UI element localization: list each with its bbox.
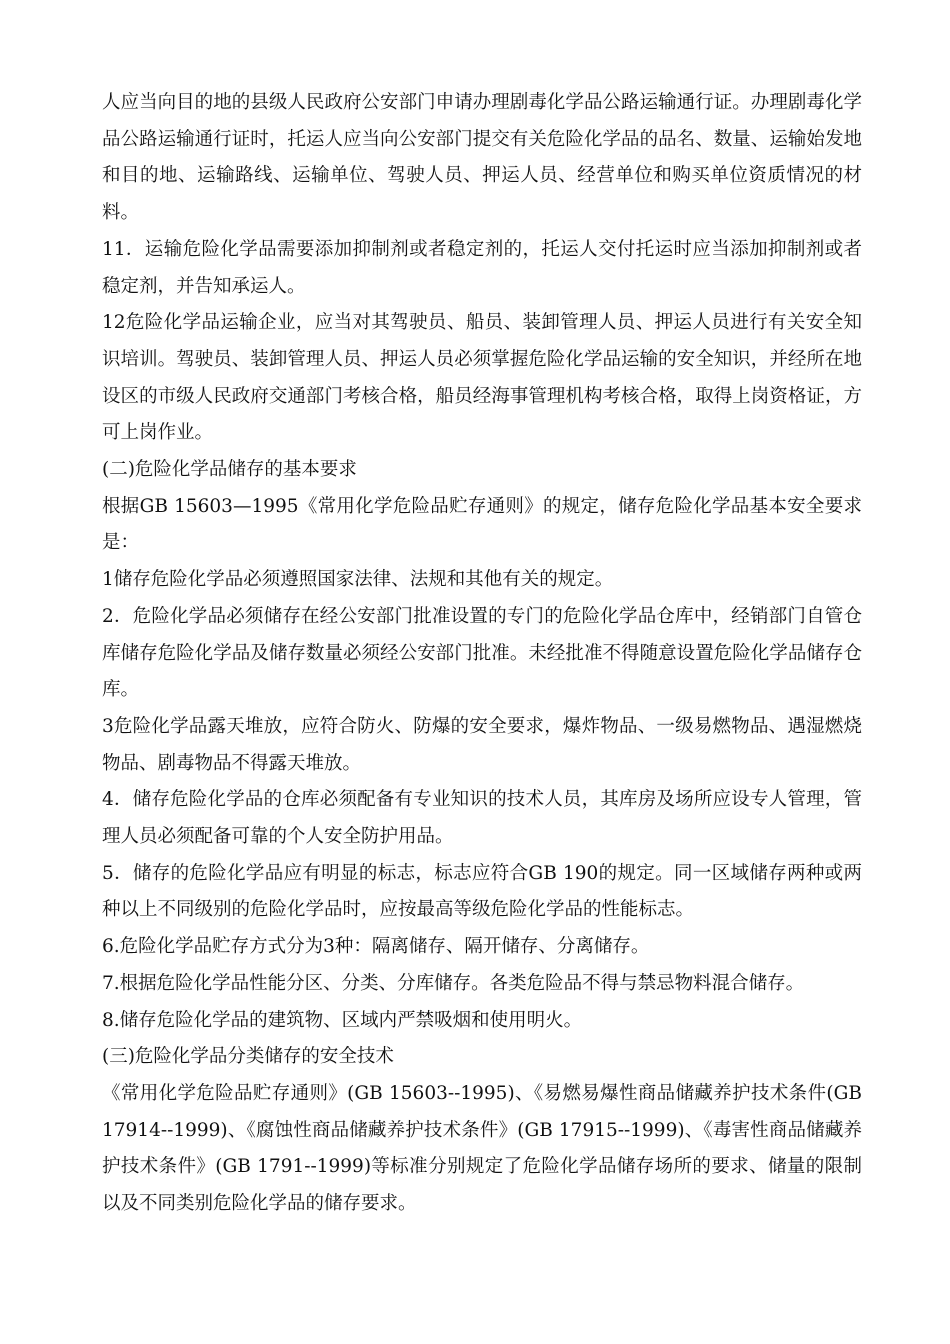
paragraph-item-11: 11．运输危险化学品需要添加抑制剂或者稳定剂的，托运人交付托运时应当添加抑制剂或者稳定剂，并告知承运人。 (102, 238, 862, 297)
paragraph-storage-item-6: 6.危险化学品贮存方式分为3种：隔离储存、隔开储存、分离储存。 (102, 936, 650, 958)
paragraph-storage-item-8: 8.储存危险化学品的建筑物、区域内严禁吸烟和使用明火。 (102, 1009, 583, 1031)
paragraph-standards: 《常用化学危险品贮存通则》(GB 15603--1995)、《易燃易爆性商品储藏养护技术条件(GB 17914--1999)、《腐蚀性商品储藏养护技术条件》(GB 17915--1999)、《毒害性商品储藏养护技术条件》(GB 1791--1999)等标准分别规定了危险化学品储存场所的要求、储量的限制以及不同类别危险化学品的储存要求。 (102, 1082, 862, 1215)
section-heading-classified-storage: (三)危险化学品分类储存的安全技术 (102, 1046, 394, 1068)
paragraph-item-12: 12危险化学品运输企业，应当对其驾驶员、船员、装卸管理人员、押运人员进行有关安全知识培训。驾驶员、装卸管理人员、押运人员必须掌握危险化学品运输的安全知识，并经所在地设区的市级人民政府交通部门考核合格，船员经海事管理机构考核合格，取得上岗资格证，方可上岗作业。 (102, 312, 862, 444)
paragraph-permit-application: 人应当向目的地的县级人民政府公安部门申请办理剧毒化学品公路运输通行证。办理剧毒化学品公路运输通行证时，托运人应当向公安部门提交有关危险化学品的品名、数量、运输始发地和目的地、运输路线、运输单位、驾驶人员、押运人员、经营单位和购买单位资质情况的材料。 (102, 92, 862, 224)
document-page (102, 85, 862, 1223)
paragraph-storage-item-4: 4．储存危险化学品的仓库必须配备有专业知识的技术人员，其库房及场所应设专人管理，管理人员必须配备可靠的个人安全防护用品。 (102, 789, 862, 848)
paragraph-storage-intro: 根据GB 15603—1995《常用化学危险品贮存通则》的规定，储存危险化学品基本安全要求是： (102, 495, 862, 554)
section-heading-storage-requirements: (二)危险化学品储存的基本要求 (102, 459, 357, 481)
paragraph-storage-item-1: 1储存危险化学品必须遵照国家法律、法规和其他有关的规定。 (102, 569, 614, 591)
paragraph-storage-item-2: 2．危险化学品必须储存在经公安部门批准设置的专门的危险化学品仓库中，经销部门自管仓库储存危险化学品及储存数量必须经公安部门批准。未经批准不得随意设置危险化学品储存仓库。 (102, 605, 862, 701)
paragraph-storage-item-7: 7.根据危险化学品性能分区、分类、分库储存。各类危险品不得与禁忌物料混合储存。 (102, 972, 805, 994)
paragraph-storage-item-3: 3危险化学品露天堆放，应符合防火、防爆的安全要求，爆炸物品、一级易燃物品、遇湿燃烧物品、剧毒物品不得露天堆放。 (102, 715, 862, 774)
paragraph-storage-item-5: 5．储存的危险化学品应有明显的标志，标志应符合GB 190的规定。同一区域储存两种或两种以上不同级别的危险化学品时，应按最高等级危险化学品的性能标志。 (102, 862, 862, 921)
